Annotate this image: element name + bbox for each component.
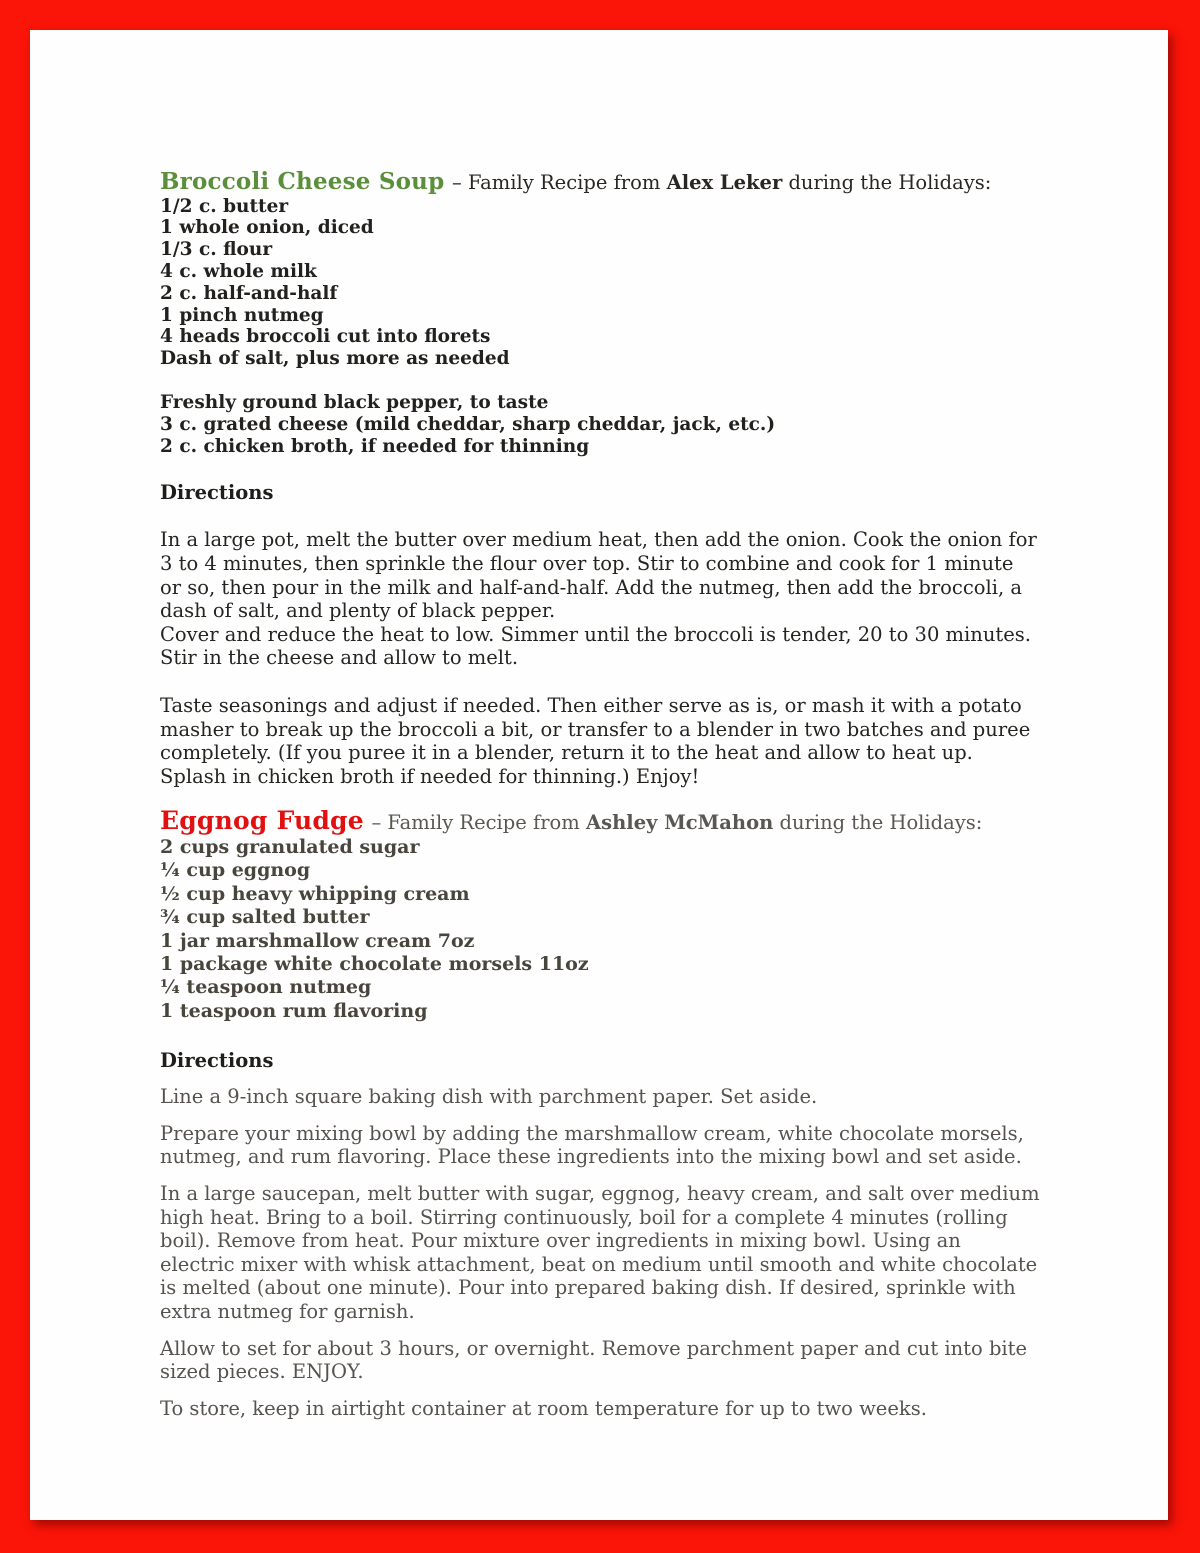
recipe-author: Ashley McMahon <box>586 811 774 835</box>
ingredient-line: ¼ teaspoon nutmeg <box>160 976 372 999</box>
ingredient-list-continued <box>160 392 1040 457</box>
directions-paragraph: In a large pot, melt the butter over medium heat, then add the onion. Cook the onion for 3 to 4 minutes, then sprinkle the flour over top. Stir to combine and cook for 1 minute or so, then pour in the milk and half-and-half. Add the nutmeg, then add the broccoli, a dash of salt, and plenty of black pepper. <box>160 528 1037 623</box>
byline-prefix: – Family Recipe from <box>371 811 580 835</box>
recipe-section-eggnog-fudge <box>160 807 1040 1420</box>
recipe-title: Eggnog Fudge <box>160 806 364 836</box>
byline-suffix: during the Holidays: <box>779 811 983 835</box>
ingredient-line: ½ cup heavy whipping cream <box>160 882 470 905</box>
recipe-title: Broccoli Cheese Soup <box>160 168 445 195</box>
ingredient-line: 1/2 c. butter <box>160 195 289 217</box>
ingredient-line: 3 c. grated cheese (mild cheddar, sharp cheddar, jack, etc.) <box>160 413 776 435</box>
ingredient-list <box>160 196 1040 370</box>
ingredient-line: 1/3 c. flour <box>160 239 273 261</box>
ingredient-list <box>160 836 1040 1023</box>
ingredient-line: Freshly ground black pepper, to taste <box>160 391 549 413</box>
recipe-section-broccoli-cheese-soup <box>160 168 1040 788</box>
ingredient-line: 1 package white chocolate morsels 11oz <box>160 953 589 976</box>
recipe-byline <box>452 171 991 194</box>
directions-paragraph: Taste seasonings and adjust if needed. Then either serve as is, or mash it with a potato masher to break up the broccoli a bit, or transfer to a blender in two batches and puree completely. (If you puree it in a blender, return it to the heat and allow to heat up. Splash in chicken broth if needed for thinning.) Enjoy! <box>160 693 1031 788</box>
ingredient-line: ¾ cup salted butter <box>160 906 370 929</box>
ingredient-line: 1 whole onion, diced <box>160 217 374 239</box>
directions-paragraph: To store, keep in airtight container at room temperature for up to two weeks. <box>160 1396 927 1420</box>
ingredient-line: 2 c. half-and-half <box>160 282 338 304</box>
document-page <box>30 30 1168 1520</box>
directions-paragraph: Cover and reduce the heat to low. Simmer until the broccoli is tender, 20 to 30 minutes. Stir in the cheese and allow to melt. <box>160 622 1031 670</box>
ingredient-line: 2 c. chicken broth, if needed for thinning <box>160 435 590 457</box>
directions-heading: Directions <box>160 481 274 505</box>
ingredient-line: Dash of salt, plus more as needed <box>160 348 510 370</box>
ingredient-line: 4 heads broccoli cut into florets <box>160 326 491 348</box>
document-content <box>30 30 1168 1420</box>
recipe-byline <box>371 811 982 834</box>
ingredient-line: 2 cups granulated sugar <box>160 836 420 859</box>
ingredient-line: 1 jar marshmallow cream 7oz <box>160 929 475 952</box>
ingredient-line: 1 teaspoon rum flavoring <box>160 999 428 1022</box>
recipe-author: Alex Leker <box>666 171 783 194</box>
byline-suffix: during the Holidays: <box>788 171 992 194</box>
directions-heading: Directions <box>160 1049 274 1073</box>
directions-paragraph: In a large saucepan, melt butter with sugar, eggnog, heavy cream, and salt over medium high heat. Bring to a boil. Stirring continuously, boil for a complete 4 minutes (rolling boil). Remove from heat. Pour mixture over ingredients in mixing bowl. Using an electric mixer with whisk attachment, beat on medium until smooth and white chocolate is melted (about one minute). Pour into prepared baking dish. If desired, sprinkle with extra nutmeg for garnish. <box>160 1182 1040 1324</box>
recipe-heading <box>160 807 1040 836</box>
byline-prefix: – Family Recipe from <box>452 171 661 194</box>
directions-paragraph: Allow to set for about 3 hours, or overnight. Remove parchment paper and cut into bite sized pieces. ENJOY. <box>160 1336 1028 1384</box>
recipe-heading <box>160 168 1040 196</box>
directions-paragraph: Line a 9-inch square baking dish with parchment paper. Set aside. <box>160 1085 818 1109</box>
directions-paragraph: Prepare your mixing bowl by adding the marshmallow cream, white chocolate morsels, nutmeg, and rum flavoring. Place these ingredients into the mixing bowl and set aside. <box>160 1121 1024 1169</box>
ingredient-line: ¼ cup eggnog <box>160 859 311 882</box>
ingredient-line: 4 c. whole milk <box>160 260 317 282</box>
ingredient-line: 1 pinch nutmeg <box>160 304 324 326</box>
